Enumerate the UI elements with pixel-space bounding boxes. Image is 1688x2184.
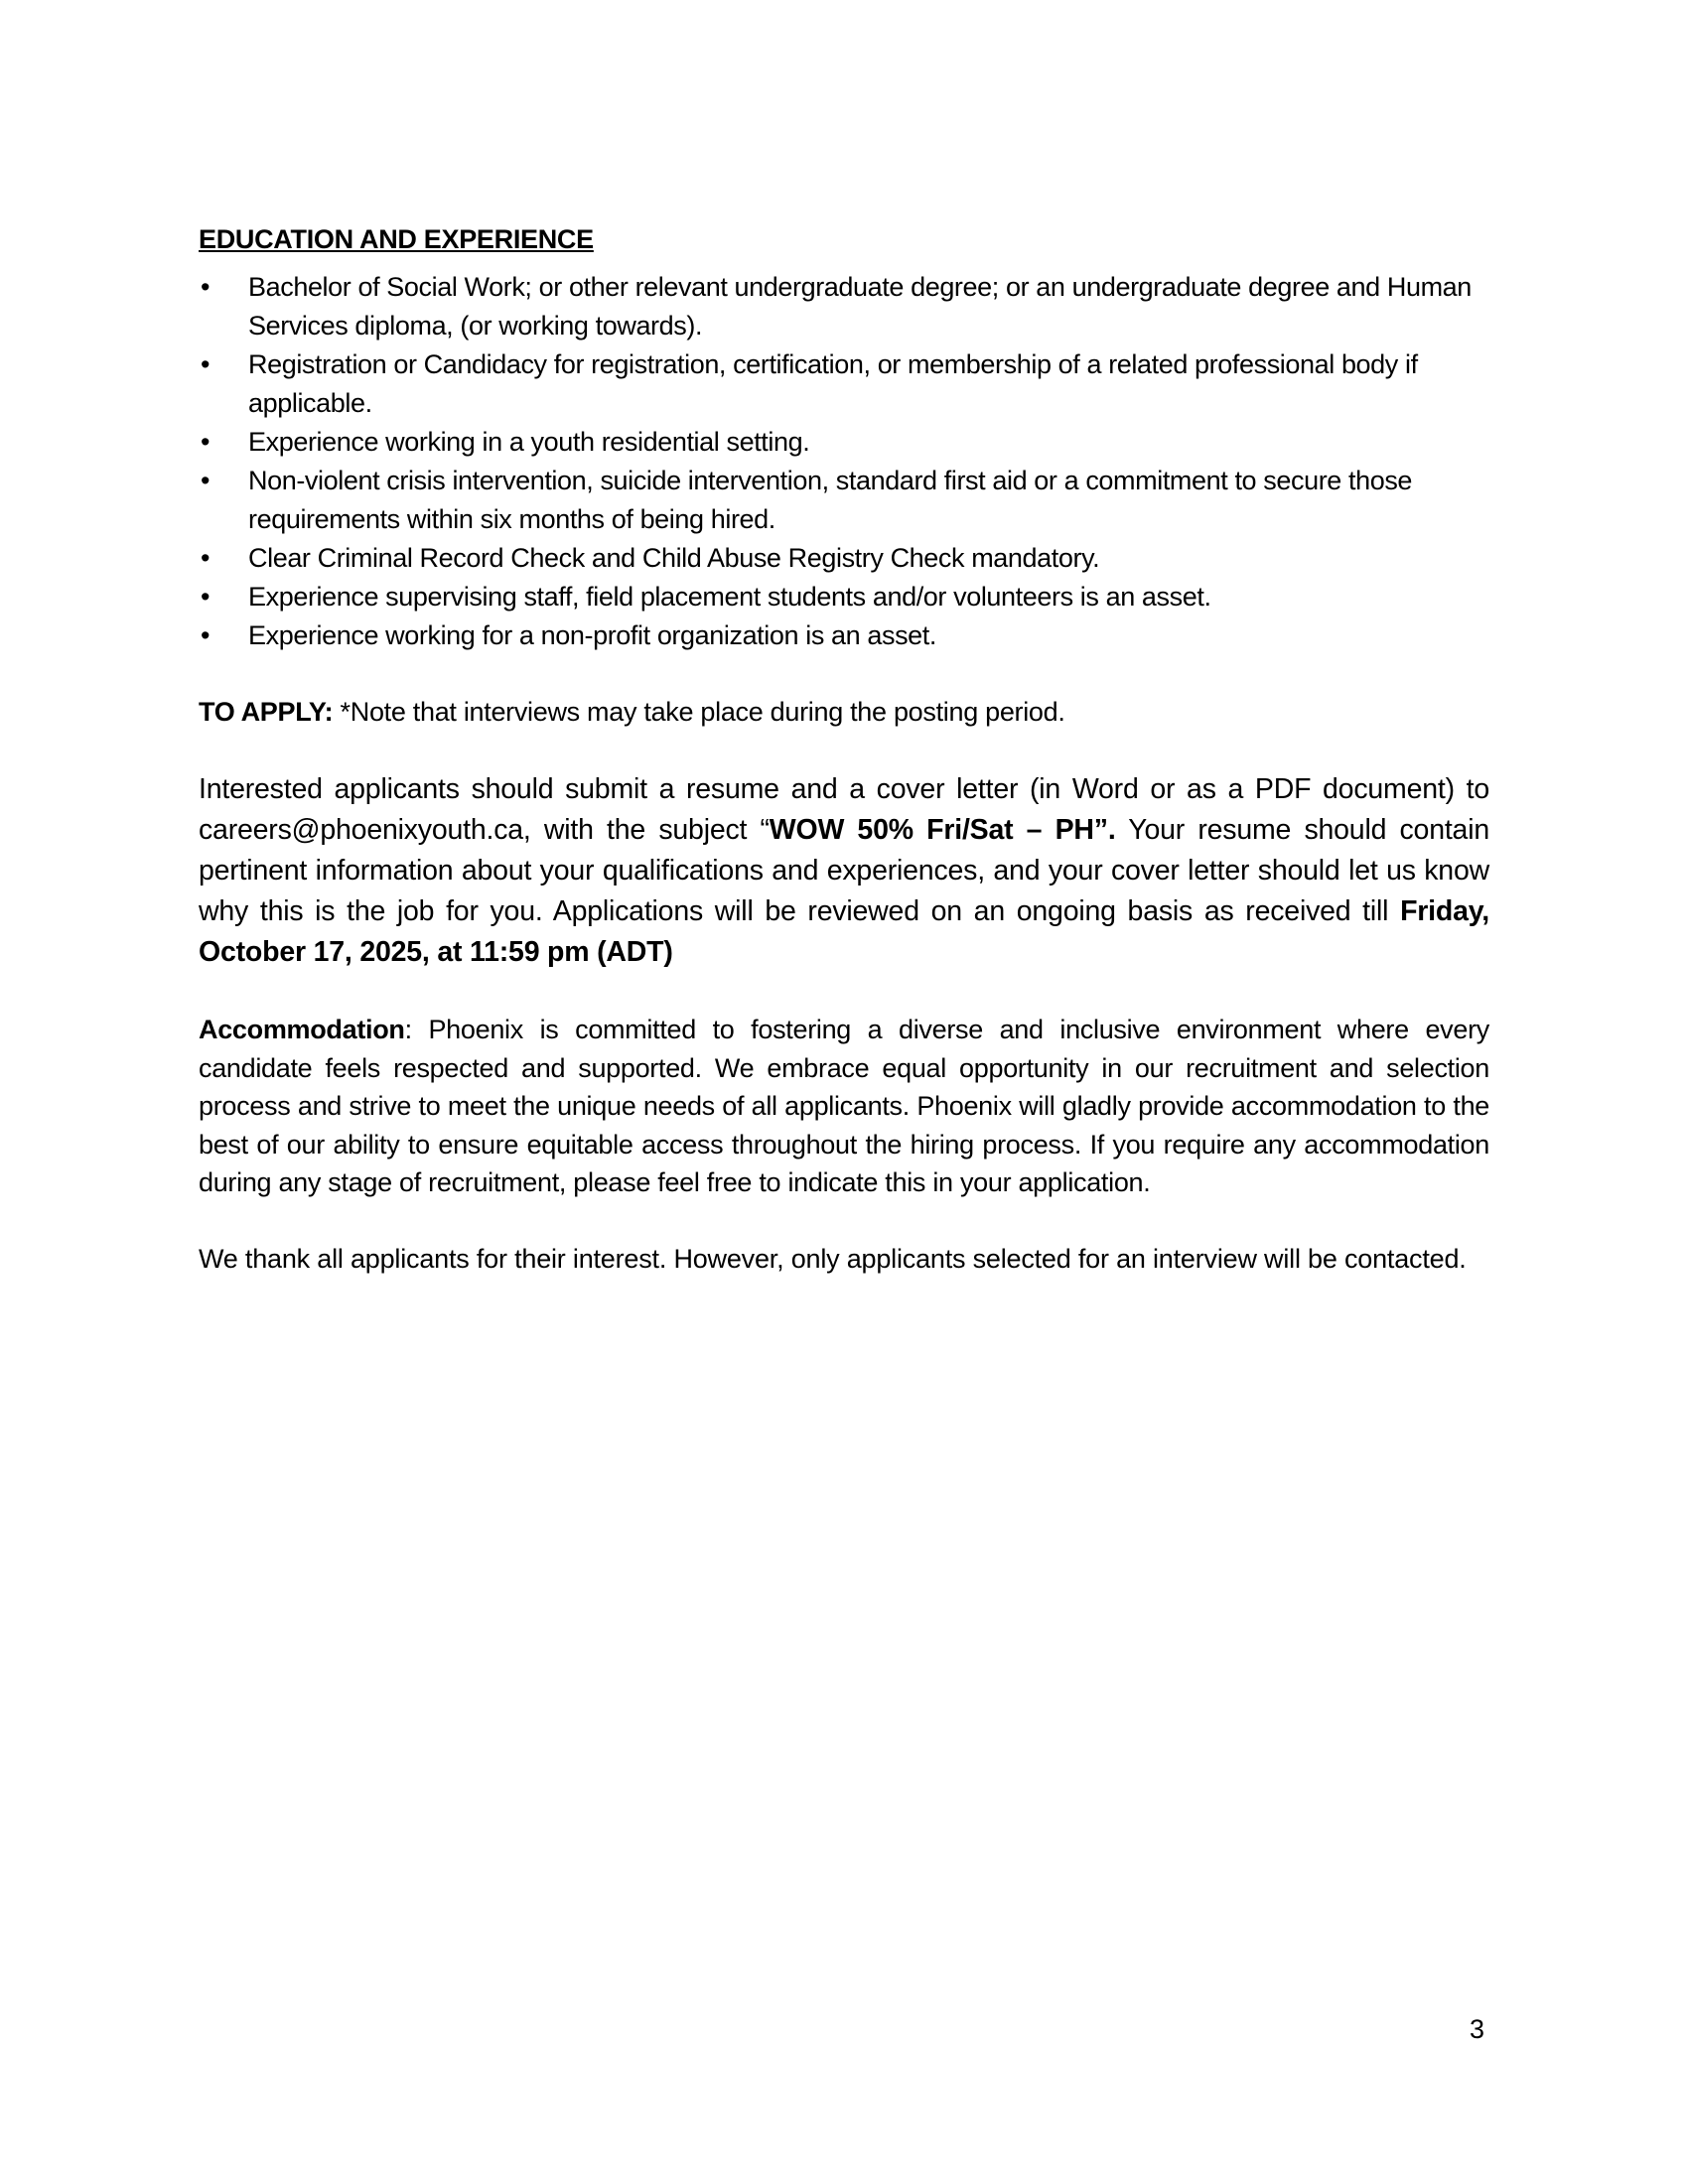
bullet-icon: • — [201, 427, 211, 457]
bullet-icon: • — [201, 543, 211, 573]
accommodation-paragraph — [199, 1011, 1489, 1202]
bullet-icon: • — [201, 272, 211, 302]
accommodation-label: Accommodation — [199, 1015, 405, 1044]
education-heading: EDUCATION AND EXPERIENCE — [199, 224, 594, 254]
accommodation-text: : Phoenix is committed to fostering a diverse and inclusive environment where every candidate feels respected and supported. We embrace equal opportunity in our recruitment and selection process and strive to meet the unique needs of all applicants. Phoenix will gladly provide accommodation to the best of our ability to ensure equitable access throughout the hiring process. If you require any accommodation during any stage of recruitment, please feel free to indicate this in your application. — [199, 1015, 1489, 1197]
page-number: 3 — [1470, 2014, 1485, 2044]
bullet-icon: • — [201, 620, 211, 650]
submission-text-2: Your resume should contain pertinent information about your qualifications and experiences, and your cover letter should let us know why this is the job for you. Applications will be reviewed on an ongoing basis as received till — [199, 814, 1489, 927]
list-item-text: Registration or Candidacy for registration, certification, or membership of a related professional body if applicable. — [248, 349, 1418, 418]
list-item — [199, 345, 1489, 423]
apply-line — [199, 693, 1489, 732]
list-item-text: Experience working for a non-profit organization is an asset. — [248, 620, 936, 650]
list-item — [199, 578, 1489, 616]
apply-label: TO APPLY: — [199, 697, 334, 727]
bullet-icon: • — [201, 349, 211, 379]
list-item-text: Experience working in a youth residential setting. — [248, 427, 810, 457]
education-list — [199, 268, 1489, 655]
list-item — [199, 423, 1489, 462]
list-item — [199, 268, 1489, 345]
list-item-text: Clear Criminal Record Check and Child Abuse Registry Check mandatory. — [248, 543, 1100, 573]
thanks-paragraph: We thank all applicants for their interest. However, only applicants selected for an interview will be contacted. — [199, 1243, 1467, 1274]
list-item — [199, 616, 1489, 655]
bullet-icon: • — [201, 582, 211, 612]
submission-text-1: Interested applicants should submit a resume and a cover letter (in Word or as a PDF document) to careers@phoenixyouth.ca, with the subject “ — [199, 773, 1489, 846]
submission-subject: WOW 50% Fri/Sat – PH”. — [769, 814, 1116, 846]
bullet-icon: • — [201, 466, 211, 495]
document-page — [199, 220, 1489, 1278]
list-item — [199, 539, 1489, 578]
list-item — [199, 462, 1489, 539]
list-item-text: Bachelor of Social Work; or other relevant undergraduate degree; or an undergraduate degree and Human Services diploma, (or working towards). — [248, 272, 1472, 341]
submission-deadline: Friday, October 17, 2025, at 11:59 pm (ADT) — [199, 895, 1489, 968]
list-item-text: Experience supervising staff, field placement students and/or volunteers is an asset. — [248, 582, 1211, 612]
list-item-text: Non-violent crisis intervention, suicide intervention, standard first aid or a commitment to secure those requirements within six months of being hired. — [248, 466, 1413, 534]
submission-paragraph — [199, 769, 1489, 973]
apply-note: *Note that interviews may take place during the posting period. — [333, 697, 1065, 727]
